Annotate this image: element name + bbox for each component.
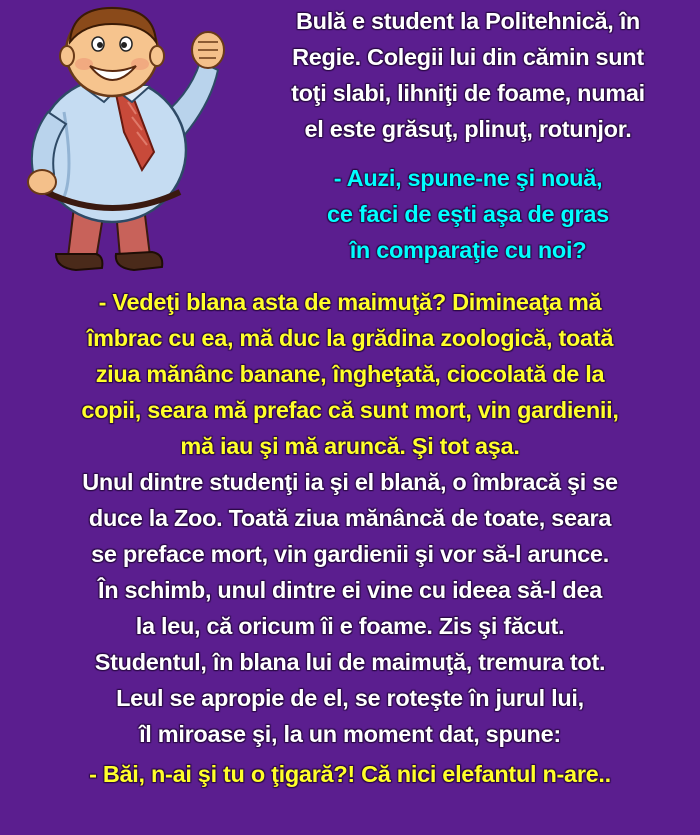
punchline: - Băi, n-ai şi tu o ţigară?! Că nici elefantul n-are.. [89, 761, 611, 787]
story-line-8: îl miroase şi, la un moment dat, spune: [139, 721, 561, 747]
story-line-5: la leu, că oricum îi e foame. Zis şi făcut. [135, 613, 565, 639]
question-line-1: - Auzi, spune-ne şi nouă, [333, 165, 603, 191]
story-line-6: Studentul, în blana lui de maimuţă, tremura tot. [94, 649, 606, 675]
question-line-2: ce faci de eşti aşa de gras [327, 201, 609, 227]
story-line-7: Leul se apropie de el, se roteşte în jurul lui, [116, 685, 584, 711]
answer-line-3: ziua mănânc banane, îngheţată, ciocolată de la [95, 361, 605, 387]
answer-line-4: copii, seara mă prefac că sunt mort, vin gardienii, [81, 397, 619, 423]
story-line-1: Unul dintre studenţi ia şi el blană, o îmbracă şi se [82, 469, 618, 495]
intro-line-4: el este grăsuţ, plinuţ, rotunjor. [304, 116, 632, 142]
answer-line-5: mă iau şi mă aruncă. Şi tot aşa. [180, 433, 520, 459]
intro-line-3: toţi slabi, lihniţi de foame, numai [291, 80, 645, 106]
story-line-2: duce la Zoo. Toată ziua mănâncă de toate, seara [88, 505, 612, 531]
question-line-3: în comparaţie cu noi? [349, 237, 587, 263]
story-line-3: se preface mort, vin gardienii şi vor să-l arunce. [91, 541, 609, 567]
intro-line-2: Regie. Colegii lui din cămin sunt [292, 44, 644, 70]
cartoon-bula-illustration [4, 2, 240, 274]
answer-line-2: îmbrac cu ea, mă duc la grădina zoologică, toată [86, 325, 614, 351]
story-line-4: În schimb, unul dintre ei vine cu ideea să-l dea [97, 577, 603, 603]
answer-line-1: - Vedeţi blana asta de maimuţă? Dimineaţa mă [98, 289, 602, 315]
intro-line-1: Bulă e student la Politehnică, în [296, 8, 640, 34]
